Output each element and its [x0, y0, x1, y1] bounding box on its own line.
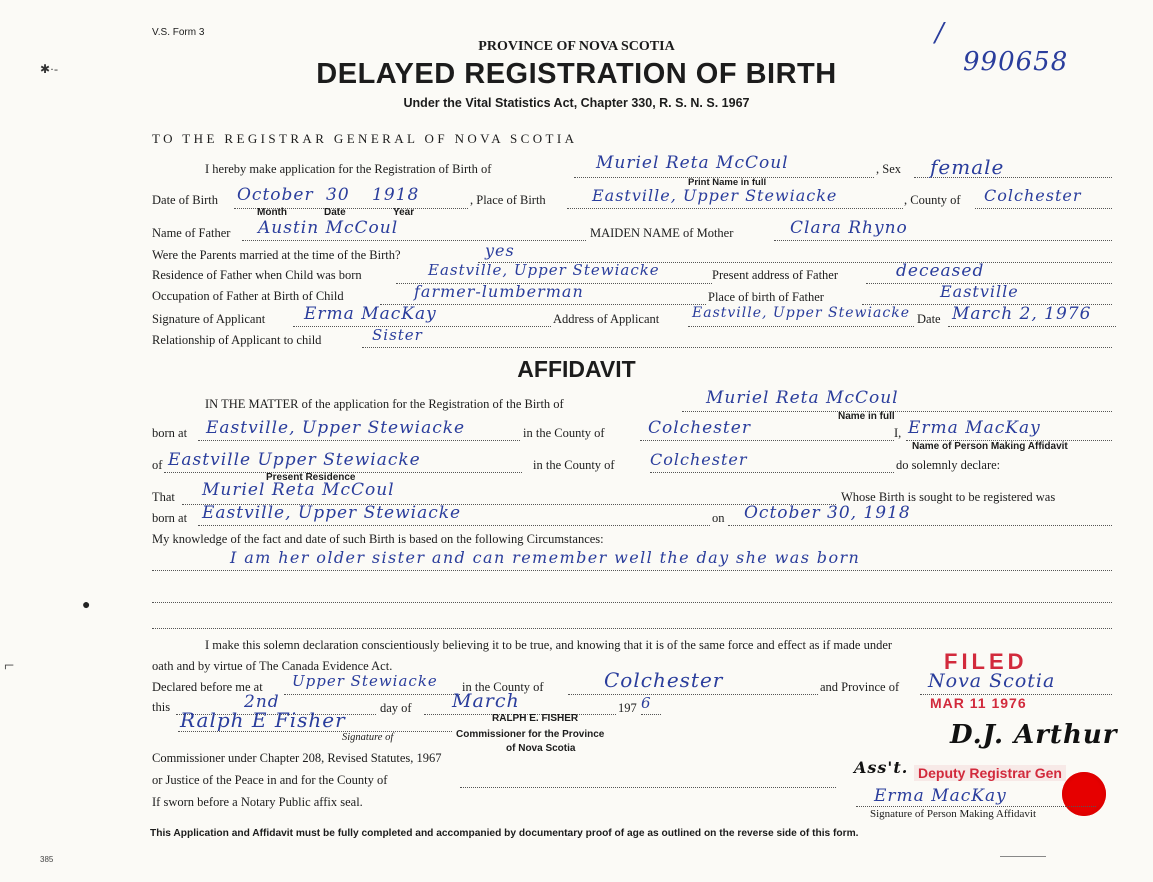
county-label: , County of [904, 193, 961, 207]
year-prefix-label: 197 [618, 701, 637, 715]
in-county-label-3: in the County of [462, 680, 544, 694]
born-at-label: born at [152, 426, 188, 440]
footer-note: This Application and Affidavit must be fully completed and accompanied by documentary proof of age as outlined on the reverse side of this form. [150, 828, 859, 839]
dob-year-value: 1918 [372, 185, 420, 205]
form-code: 385 [40, 855, 54, 864]
present-address-value: deceased [896, 261, 985, 281]
province-value: Nova Scotia [928, 670, 1056, 692]
year-label: Year [393, 207, 415, 218]
declared-label: Declared before me at [152, 680, 263, 694]
year-value: 6 [641, 694, 652, 712]
name-in-full-label: Name in full [838, 411, 895, 422]
pob-value: Eastville, Upper Stewiacke [592, 186, 838, 205]
this-value: 2nd [244, 692, 280, 712]
notary-line: If sworn before a Notary Public affix seal. [152, 795, 363, 809]
affidavit-heading: AFFIDAVIT [517, 356, 636, 382]
registration-number: 990658 [963, 47, 1069, 77]
affidavit-county-value: Colchester [648, 418, 751, 438]
date-label-2: Date [917, 312, 941, 326]
married-label: Were the Parents married at the time of the Birth? [152, 248, 401, 262]
of-value: Eastville Upper Stewiacke [168, 450, 421, 470]
sig-applicant-label: Signature of Applicant [152, 312, 266, 326]
margin-mark-icon: ✱·‑ [40, 62, 59, 76]
province-heading: PROVINCE OF NOVA SCOTIA [478, 39, 675, 54]
relationship-label: Relationship of Applicant to child [152, 333, 322, 347]
justice-line: or Justice of the Peace in and for the County of [152, 773, 388, 787]
month-label: Month [257, 207, 287, 218]
residence-father-value: Eastville, Upper Stewiacke [428, 261, 660, 279]
intro-label: I hereby make application for the Registration of Birth of [205, 162, 492, 176]
relationship-value: Sister [372, 326, 423, 344]
that-value: Muriel Reta McCoul [202, 480, 395, 500]
affiant-signature: Erma MacKay [874, 786, 1007, 806]
in-county-label: in the County of [523, 426, 605, 440]
date-label: Date [324, 207, 346, 218]
person-label: Name of Person Making Affidavit [912, 441, 1068, 452]
of-label: of [152, 458, 163, 472]
this-label: this [152, 700, 171, 714]
margin-bracket-icon: ⌐ [4, 655, 15, 675]
born-at-value-2: Eastville, Upper Stewiacke [202, 503, 462, 523]
official-seal-icon [1062, 772, 1106, 816]
filed-stamp: FILED [944, 649, 1028, 674]
sex-label: , Sex [876, 162, 901, 176]
person-value: Erma MacKay [908, 418, 1041, 438]
occupation-value: farmer-lumberman [414, 282, 584, 301]
registration-slash: / [935, 18, 945, 48]
county-value: Colchester [984, 186, 1082, 205]
born-at-label-2: born at [152, 511, 188, 525]
mother-value: Clara Rhyno [790, 218, 908, 238]
circumstance-value: I am her older sister and can remember well the day she was born [230, 548, 861, 567]
declare-label: do solemnly declare: [896, 458, 1001, 472]
married-value: yes [485, 241, 515, 260]
declaration-line-1: I make this solemn declaration conscientiously believing it to be true, and knowing that it is of the same force and effect as if made under [205, 638, 893, 652]
page-title: DELAYED REGISTRATION OF BIRTH [316, 58, 837, 90]
affiant-signature-label: Signature of Person Making Affidavit [870, 808, 1036, 820]
to-registrar-heading: TO THE REGISTRAR GENERAL OF NOVA SCOTIA [152, 131, 578, 146]
present-residence-label: Present Residence [266, 472, 356, 483]
sex-value: female [930, 155, 1005, 179]
assistant-mark: Ass't. [854, 758, 909, 777]
dob-label: Date of Birth [152, 193, 218, 207]
whose-birth-label: Whose Birth is sought to be registered was [841, 490, 1056, 504]
day-of-value: March [452, 690, 520, 712]
matter-label: IN THE MATTER of the application for the Registration of the Birth of [205, 397, 564, 411]
print-name-label: Print Name in full [688, 177, 767, 188]
on-label: on [712, 511, 725, 525]
margin-dot-icon: ● [82, 598, 91, 613]
born-at-value: Eastville, Upper Stewiacke [206, 418, 466, 438]
pob-label: , Place of Birth [470, 193, 546, 207]
declaration-line-2: oath and by virtue of The Canada Evidence Act. [152, 659, 393, 673]
stamp-line-3: of Nova Scotia [506, 743, 576, 754]
province-label: and Province of [820, 680, 900, 694]
page-subtitle: Under the Vital Statistics Act, Chapter 330, R. S. N. S. 1967 [403, 96, 750, 110]
registrar-signature: D.J. Arthur [950, 720, 1118, 750]
dob-date-value: 30 [326, 185, 350, 205]
knowledge-label: My knowledge of the fact and date of such Birth is based on the following Circumstances: [152, 532, 604, 546]
matter-value: Muriel Reta McCoul [706, 388, 899, 408]
commissioner-line: Commissioner under Chapter 208, Revised Statutes, 1967 [152, 751, 442, 765]
stamp-name: RALPH E. FISHER [492, 713, 579, 724]
declared-value: Upper Stewiacke [292, 672, 438, 690]
commissioner-signature: Ralph E Fisher [180, 708, 346, 732]
day-of-label: day of [380, 701, 412, 715]
child-name-value: Muriel Reta McCoul [596, 153, 789, 173]
filed-date-stamp: MAR 11 1976 [930, 695, 1027, 711]
form-number: V.S. Form 3 [152, 27, 205, 38]
deputy-registrar-stamp: Deputy Registrar Gen [914, 765, 1066, 781]
date-value: March 2, 1976 [952, 304, 1092, 324]
affidavit-county-value-2: Colchester [650, 450, 748, 469]
occupation-label: Occupation of Father at Birth of Child [152, 289, 344, 303]
declared-county-value: Colchester [604, 668, 724, 692]
stamp-line-2: Commissioner for the Province [456, 729, 605, 740]
on-value: October 30, 1918 [744, 503, 911, 523]
that-label: That [152, 490, 175, 504]
father-label: Name of Father [152, 226, 231, 240]
father-birthplace-label: Place of birth of Father [708, 290, 824, 304]
addr-applicant-value: Eastville, Upper Stewiacke [692, 305, 910, 321]
mother-label: MAIDEN NAME of Mother [590, 226, 734, 240]
present-address-label: Present address of Father [712, 268, 839, 282]
in-county-label-2: in the County of [533, 458, 615, 472]
father-value: Austin McCoul [258, 218, 399, 238]
father-birthplace-value: Eastville [940, 282, 1019, 301]
sig-applicant-value: Erma MacKay [304, 304, 437, 324]
i-label: I, [894, 426, 902, 440]
dob-month-value: October [237, 185, 314, 205]
signature-of-label: Signature of [342, 732, 394, 743]
residence-father-label: Residence of Father when Child was born [152, 268, 362, 282]
addr-applicant-label: Address of Applicant [553, 312, 660, 326]
footer-rule [1000, 856, 1046, 857]
